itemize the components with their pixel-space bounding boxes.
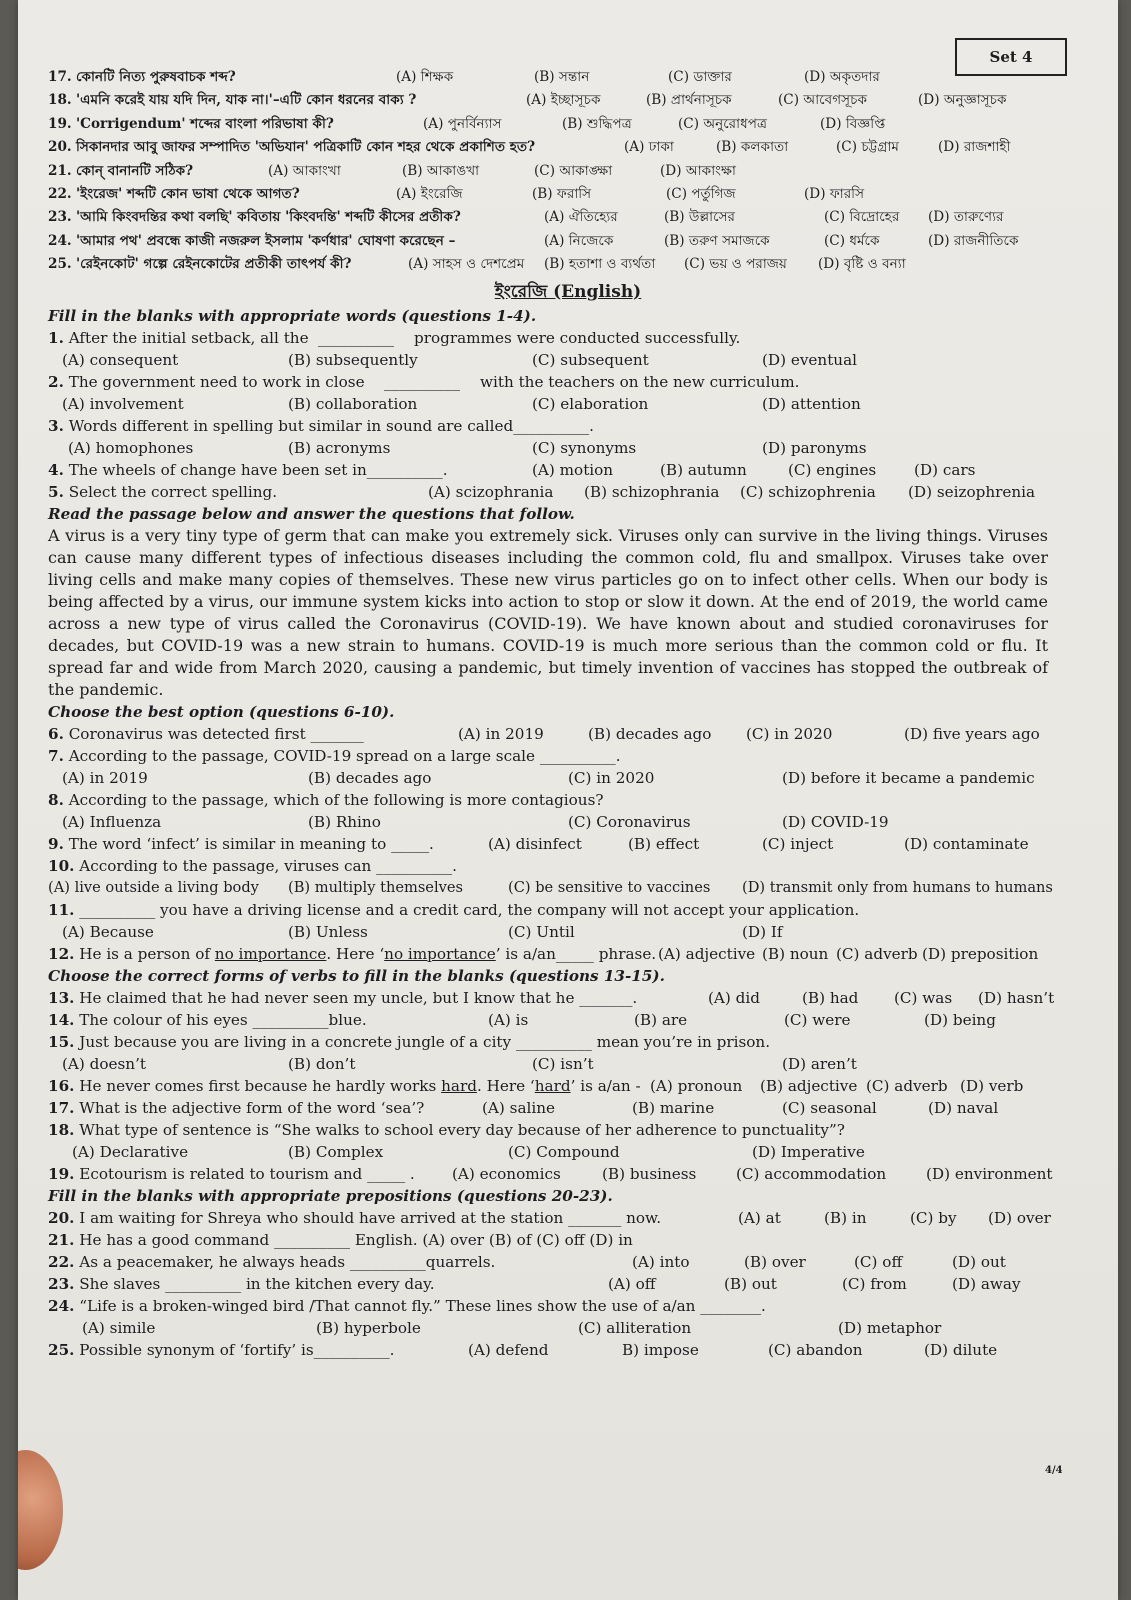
option-c: (C) অনুরোধপত্র [678, 115, 767, 132]
option-d: (D) seizophrenia [908, 482, 1036, 501]
bangla-question-23 [48, 206, 1088, 229]
question-text: 25. 'রেইনকোট' গল্পে রেইনকোটের প্রতীকী তাৎপর্য কী? [48, 256, 352, 273]
option-a: (A) into [632, 1252, 690, 1271]
question-text: 8. According to the passage, which of the following is more contagious? [48, 790, 604, 809]
option-c: (C) engines [788, 460, 877, 479]
question-15-options [48, 1053, 1088, 1075]
option-d: (D) রাজশাহী [938, 139, 1011, 156]
question-4 [48, 459, 1088, 481]
question-lines [48, 60, 1088, 1361]
bangla-question-18 [48, 89, 1088, 112]
option-a: (A) in 2019 [458, 724, 544, 743]
question-15 [48, 1031, 1088, 1053]
option-a: (A) ইংরেজি [396, 185, 463, 202]
option-b: (B) acronyms [288, 438, 391, 457]
option-d: (D) বিজ্ঞপ্তি [820, 115, 886, 132]
question-11 [48, 899, 1088, 921]
option-c: (C) in 2020 [568, 768, 655, 787]
option-b: (B) over [744, 1252, 806, 1271]
option-c: (C) seasonal [782, 1098, 877, 1117]
question-text: 23. 'আমি কিংবদন্তির কথা বলছি' কবিতায় 'কিংবদন্তি' শব্দটি কীসের প্রতীক? [48, 209, 461, 226]
option-b: (B) effect [628, 834, 700, 853]
question-19 [48, 1163, 1088, 1185]
bangla-question-20 [48, 136, 1088, 159]
option-c: (C) off [854, 1252, 903, 1271]
option-b: (B) Unless [288, 922, 368, 941]
question-text: 17. What is the adjective form of the word ‘sea’? [48, 1098, 425, 1117]
option-d: (D) COVID-19 [782, 812, 889, 831]
q-number: 17. কোনটি নিত্য পুরুষবাচক শব্দ? [48, 69, 236, 85]
option-d: (D) অকৃতদার [804, 69, 880, 85]
option-d: (D) paronyms [762, 438, 867, 457]
option-b: (B) schizophrania [584, 482, 720, 501]
option-c: (C) be sensitive to vaccines [508, 878, 711, 896]
question-18-options [48, 1141, 1088, 1163]
option-d: (D) verb [960, 1076, 1024, 1095]
option-a: (A) adjective [658, 944, 756, 963]
option-a: (A) off [608, 1274, 656, 1293]
option-c: (C) was [894, 988, 953, 1007]
question-23 [48, 1273, 1088, 1295]
blank: __________ [539, 746, 616, 765]
bangla-question-21 [48, 160, 1088, 183]
question-text: 14. The colour of his eyes __________blue. [48, 1010, 367, 1029]
option-d: (D) তারুণ্যের [928, 209, 1004, 226]
question-text: 16. He never comes first because he hardly works hard. Here ‘hard’ is a/an - [48, 1076, 641, 1095]
question-3-options [48, 437, 1088, 459]
option-c: (C) isn’t [532, 1054, 594, 1073]
question-9 [48, 833, 1088, 855]
option-d: (D) cars [914, 460, 976, 479]
english-section-heading: ইংরেজি (English) [494, 281, 642, 302]
question-text: 22. As a peacemaker, he always heads __________quarrels. [48, 1252, 496, 1271]
option-a: (A) আকাংখা [268, 162, 341, 179]
question-text: 19. 'Corrigendum' শব্দের বাংলা পরিভাষা কী? [48, 115, 334, 132]
option-b: (B) marine [632, 1098, 715, 1117]
question-text: 18. 'এমনি করেই যায় যদি দিন, যাক না।'–এটি কোন ধরনের বাক্য ? [48, 92, 417, 109]
option-a: (A) in 2019 [62, 768, 148, 787]
question-text: 1. After the initial setback, all the [48, 328, 309, 347]
option-b: (B) hyperbole [316, 1318, 421, 1337]
blank: __________ [513, 416, 590, 435]
blank: ________ [700, 1296, 762, 1315]
question-text: 20. সিকানদার আবু জাফর সম্পাদিত 'অভিযান' পত্রিকাটি কোন শহর থেকে প্রকাশিত হত? [48, 139, 536, 156]
option-c: (C) synonyms [532, 438, 637, 457]
option-c: (C) subsequent [532, 350, 649, 369]
option-a: (A) সাহস ও দেশপ্রেম [408, 256, 525, 273]
question-text: 2. The government need to work in close [48, 372, 365, 391]
option-d: (D) contaminate [904, 834, 1029, 853]
option-d: (D) অনুজ্ঞাসূচক [918, 92, 1007, 109]
option-d: (D) রাজনীতিকে [928, 232, 1019, 249]
question-text: 24. 'আমার পথ' প্রবন্ধে কাজী নজরুল ইসলাম 'কর্ণধার' ঘোষণা করেছেন – [48, 232, 456, 249]
option-b: (B) শুদ্ধিপত্র [562, 115, 632, 132]
option-c: (C) ধর্মকে [824, 232, 880, 249]
option-d: (D) If [742, 922, 783, 941]
question-1-options [48, 349, 1088, 371]
bangla-question-25 [48, 253, 1088, 276]
option-a: (A) Because [62, 922, 154, 941]
option-b: (B) আকাঙখা [402, 162, 480, 179]
option-c: (C) Compound [508, 1142, 620, 1161]
blank: __________ [252, 1010, 329, 1029]
option-c: (C) পর্তুগিজ [666, 185, 736, 202]
blank: __________ [313, 1340, 390, 1359]
option-b: (B) subsequently [288, 350, 418, 369]
option-c: (C) abandon [768, 1340, 863, 1359]
option-b: (B) Rhino [308, 812, 381, 831]
option-d: (D) আকাংক্ষা [660, 162, 736, 179]
reading-passage: A virus is a very tiny type of germ that can make you extremely sick. Viruses only can survive in the living things. Viruses can cause many different types of infectious diseases including the common cold, flu and smallpox. Viruses take over living cells and make many copies of themselves. These new virus particles go on to infect other cells. When our body is being affected by a virus, our immune system kicks into action to stop or slow it down. At the end of 2019, the world came across a new type of virus called the Coronavirus (COVID-19). We have known about and studied coronaviruses for decades, but COVID-19 was a new strain to humans. COVID-19 is much more serious than the common cold or flu. It spread far and wide from March 2020, causing a pandemic, but timely invention of vaccines has stopped the outbreak of the pandemic. [48, 525, 1048, 699]
option-d: (D) Imperative [752, 1142, 865, 1161]
question-13 [48, 987, 1088, 1009]
option-b: (B) multiply themselves [288, 878, 463, 896]
bangla-question-19 [48, 113, 1088, 136]
question-12 [48, 943, 1088, 965]
question-24-options [48, 1317, 1088, 1339]
question-6 [48, 723, 1088, 745]
question-text: 19. Ecotourism is related to tourism and _____ . [48, 1164, 415, 1183]
option-a: (A) ইচ্ছাসূচক [526, 92, 601, 109]
blank: __________ [376, 856, 453, 875]
option-c: (C) accommodation [736, 1164, 887, 1183]
blank: _____ [391, 834, 430, 853]
question-text-end: programmes were conducted successfully. [414, 328, 741, 347]
blank: __________ [515, 1032, 592, 1051]
option-a: (A) is [488, 1010, 529, 1029]
option-a: (A) scizophrania [428, 482, 554, 501]
option-d: (D) বৃষ্টি ও বন্যা [818, 256, 906, 273]
option-a: (A) live outside a living body [48, 878, 259, 896]
option-a: (A) pronoun [650, 1076, 743, 1095]
blank: _____ [367, 1164, 406, 1183]
option-b: (B) প্রার্থনাসূচক [646, 92, 732, 109]
option-a: (A) doesn’t [62, 1054, 147, 1073]
option-b: (B) decades ago [588, 724, 712, 743]
option-b: (B) Complex [288, 1142, 384, 1161]
option-c: (C) by [910, 1208, 957, 1227]
question-21 [48, 1229, 1088, 1251]
option-c: (C) from [842, 1274, 907, 1293]
option-a: (A) Influenza [62, 812, 162, 831]
option-b: (B) তরুণ সমাজকে [664, 232, 770, 249]
option-c: (C) বিদ্রোহের [824, 209, 900, 226]
option-d: (D) preposition [922, 944, 1039, 963]
question-text: 21. He has a good command __________ English. (A) over (B) of (C) off (D) in [48, 1230, 633, 1249]
blank: _______ [310, 724, 364, 743]
exam-page [18, 0, 1118, 1600]
question-22 [48, 1251, 1088, 1273]
question-text: 10. According to the passage, viruses can __________. [48, 856, 457, 875]
option-b: (B) হতাশা ও ব্যর্থতা [544, 256, 656, 273]
question-10-options [48, 877, 1088, 899]
option-c: (C) adverb [866, 1076, 948, 1095]
question-24 [48, 1295, 1088, 1317]
option-d: (D) eventual [762, 350, 857, 369]
option-a: (A) motion [532, 460, 614, 479]
question-text: 24. “Life is a broken-winged bird /That cannot fly.” These lines show the use of a/an ________. [48, 1296, 766, 1315]
question-2-options [48, 393, 1088, 415]
option-a: (A) involvement [62, 394, 184, 413]
question-10 [48, 855, 1088, 877]
blank: __________ [384, 372, 460, 391]
option-a: (A) defend [468, 1340, 549, 1359]
option-a: (A) ঢাকা [624, 139, 674, 156]
question-2 [48, 371, 1088, 393]
option-c: (C) আবেগসূচক [778, 92, 867, 109]
question-text: 6. Coronavirus was detected first _______ [48, 724, 364, 743]
question-text: 23. She slaves __________ in the kitchen every day. [48, 1274, 435, 1293]
option-d: (D) hasn’t [978, 988, 1055, 1007]
question-text: 18. What type of sentence is “She walks to school every day because of her adherence to punctuality”? [48, 1120, 845, 1139]
blank: __________ [349, 1252, 426, 1271]
question-text-end: with the teachers on the new curriculum. [480, 372, 800, 391]
option-b: (B) autumn [660, 460, 747, 479]
option-c: (C) adverb [836, 944, 918, 963]
option-c: (C) were [784, 1010, 851, 1029]
option-c: (C) আকাঙ্ক্ষা [534, 162, 613, 179]
option-b: (B) কলকাতা [716, 139, 789, 156]
bangla-question-24 [48, 230, 1088, 253]
blank: __________ [366, 460, 443, 479]
option-a: (A) disinfect [488, 834, 582, 853]
option-d: (D) transmit only from humans to humans [742, 878, 1053, 896]
question-11-options [48, 921, 1088, 943]
thumb-photo-artifact [18, 1450, 63, 1570]
question-20 [48, 1207, 1088, 1229]
instruction-1-4: Fill in the blanks with appropriate words (questions 1-4). [48, 306, 537, 325]
blank: __________ [274, 1230, 351, 1249]
option-c: (C) চট্টগ্রাম [836, 139, 899, 156]
question-text: 5. Select the correct spelling. [48, 482, 278, 501]
option-a: (A) at [738, 1208, 781, 1227]
question-text: 21. কোন্ বানানটি সঠিক? [48, 162, 194, 179]
question-text: 4. The wheels of change have been set in__________. [48, 460, 448, 479]
question-text: 20. I am waiting for Shreya who should have arrived at the station _______ now. [48, 1208, 662, 1227]
option-d: (D) out [952, 1252, 1006, 1271]
question-text: 3. Words different in spelling but similar in sound are called__________. [48, 416, 594, 435]
option-b: (B) out [724, 1274, 777, 1293]
option-a: (A) consequent [62, 350, 179, 369]
option-d: (D) being [924, 1010, 996, 1029]
question-1 [48, 327, 1088, 349]
option-d: (D) away [952, 1274, 1021, 1293]
option-c: (C) inject [762, 834, 834, 853]
option-a: (A) নিজেকে [544, 232, 614, 249]
question-text: 22. 'ইংরেজ' শব্দটি কোন ভাষা থেকে আগত? [48, 185, 300, 202]
option-d: (D) metaphor [838, 1318, 942, 1337]
option-a: (A) homophones [68, 438, 194, 457]
question-text: 7. According to the passage, COVID-19 spread on a large scale __________. [48, 746, 621, 765]
option-b: (B) in [824, 1208, 867, 1227]
option-b: (B) সন্তান [534, 69, 590, 85]
option-b: (B) decades ago [308, 768, 432, 787]
question-text: 13. He claimed that he had never seen my uncle, but I know that he _______. [48, 988, 638, 1007]
option-b: (B) ফরাসি [532, 185, 592, 202]
instruction-6-10: Choose the best option (questions 6-10). [48, 702, 395, 721]
page-number: 4/4 [1045, 1465, 1063, 1476]
question-18 [48, 1119, 1088, 1141]
option-a: (A) শিক্ষক [396, 69, 454, 85]
question-text: 15. Just because you are living in a concrete jungle of a city __________ mean you’re in prison. [48, 1032, 771, 1051]
option-d: (D) dilute [924, 1340, 998, 1359]
option-b: (B) don’t [288, 1054, 356, 1073]
option-d: (D) environment [926, 1164, 1053, 1183]
question-text: 11. __________ you have a driving license and a credit card, the company will not accept your application. [48, 900, 860, 919]
question-5 [48, 481, 1088, 503]
set-label: Set 4 [989, 48, 1033, 66]
option-b: (B) are [634, 1010, 688, 1029]
option-d: (D) attention [762, 394, 861, 413]
question-text: 12. He is a person of no importance. Here ‘no importance’ is a/an_____ phrase. [48, 944, 657, 963]
option-c: (C) Coronavirus [568, 812, 691, 831]
option-c: (C) elaboration [532, 394, 649, 413]
option-a: (A) economics [452, 1164, 561, 1183]
option-d: (D) ফারসি [804, 185, 865, 202]
option-d: (D) before it became a pandemic [782, 768, 1035, 787]
option-b: (B) collaboration [288, 394, 418, 413]
option-a: (A) ঐতিহ্যের [544, 209, 618, 226]
question-16 [48, 1075, 1088, 1097]
blank: __________ [79, 900, 156, 919]
option-c: (C) ডাক্তার [668, 69, 732, 85]
option-d: (D) naval [928, 1098, 999, 1117]
option-b: B) impose [622, 1340, 699, 1359]
question-8-options [48, 811, 1088, 833]
option-a: (A) did [708, 988, 760, 1007]
question-25 [48, 1339, 1088, 1361]
instruction-20-23: Fill in the blanks with appropriate prepositions (questions 20-23). [48, 1186, 613, 1205]
blank: _______ [579, 988, 633, 1007]
option-c: (C) alliteration [578, 1318, 692, 1337]
option-b: (B) adjective [760, 1076, 858, 1095]
bangla-question-22 [48, 183, 1088, 206]
instruction-passage: Read the passage below and answer the questions that follow. [48, 504, 575, 523]
option-c: (C) in 2020 [746, 724, 833, 743]
option-d: (D) five years ago [904, 724, 1040, 743]
question-14 [48, 1009, 1088, 1031]
option-a: (A) simile [82, 1318, 156, 1337]
option-d: (D) aren’t [782, 1054, 857, 1073]
option-b: (B) noun [762, 944, 829, 963]
option-b: (B) business [602, 1164, 697, 1183]
option-a: (A) Declarative [72, 1142, 189, 1161]
option-b: (B) উল্লাসের [664, 209, 736, 226]
bangla-question-17 [48, 66, 1088, 89]
blank: __________ [165, 1274, 242, 1293]
option-c: (C) ভয় ও পরাজয় [684, 256, 787, 273]
option-b: (B) had [802, 988, 859, 1007]
option-c: (C) Until [508, 922, 575, 941]
question-7-options [48, 767, 1088, 789]
option-a: (A) পুনর্বিন্যাস [423, 115, 502, 132]
blank: _______ [568, 1208, 622, 1227]
question-7 [48, 745, 1088, 767]
option-a: (A) saline [482, 1098, 555, 1117]
blank: _____ [555, 944, 594, 963]
instruction-13-15: Choose the correct forms of verbs to fill in the blanks (questions 13-15). [48, 966, 665, 985]
option-d: (D) over [988, 1208, 1051, 1227]
question-text: 9. The word ‘infect’ is similar in meaning to _____. [48, 834, 434, 853]
blank: __________ [318, 328, 394, 347]
question-17 [48, 1097, 1088, 1119]
question-3 [48, 415, 1088, 437]
question-text: 25. Possible synonym of ‘fortify’ is__________. [48, 1340, 395, 1359]
option-c: (C) schizophrenia [740, 482, 876, 501]
question-8 [48, 789, 1088, 811]
